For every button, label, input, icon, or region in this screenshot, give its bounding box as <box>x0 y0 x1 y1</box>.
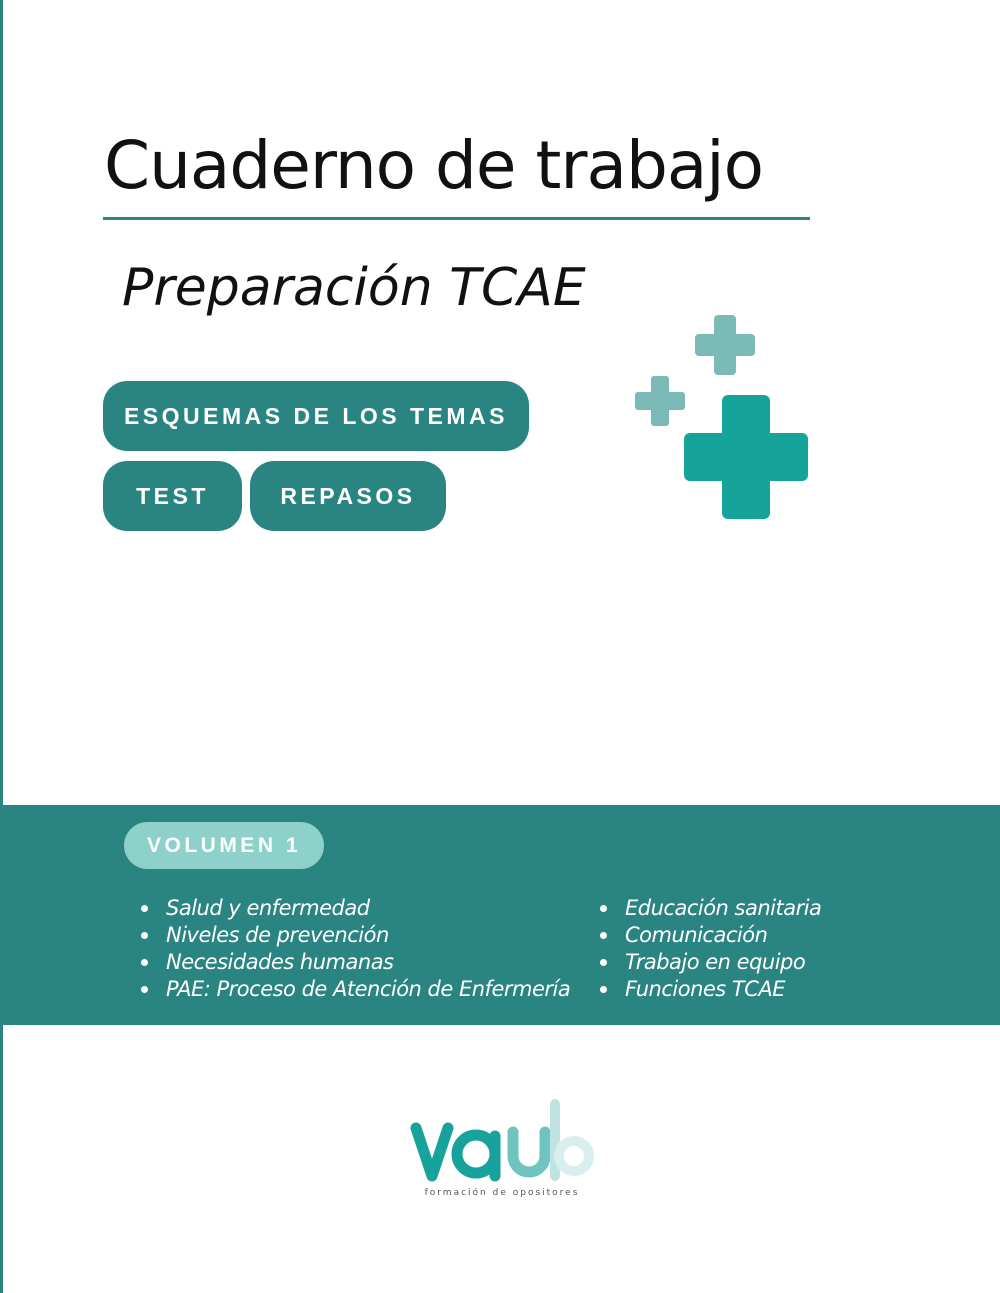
tag-esquemas: ESQUEMAS DE LOS TEMAS <box>103 381 529 451</box>
topic-item: Trabajo en equipo <box>598 949 821 976</box>
tag-repasos: REPASOS <box>250 461 446 531</box>
title-divider <box>103 217 810 220</box>
topic-item: Educación sanitaria <box>598 895 821 922</box>
topics-list-right <box>598 895 821 1003</box>
medical-cross-icon-medium <box>693 313 757 377</box>
left-edge-stripe <box>0 0 3 1293</box>
topic-item: Niveles de prevención <box>139 922 570 949</box>
tag-test: TEST <box>103 461 242 531</box>
topic-item: Comunicación <box>598 922 821 949</box>
vaula-logo <box>410 1098 595 1203</box>
medical-cross-icon-large <box>682 393 810 521</box>
page-subtitle: Preparación TCAE <box>122 258 586 318</box>
volume-label: VOLUMEN 1 <box>124 822 324 869</box>
topics-list-left <box>139 895 570 1003</box>
topic-item: Funciones TCAE <box>598 976 821 1003</box>
topic-item: Necesidades humanas <box>139 949 570 976</box>
page-title: Cuaderno de trabajo <box>104 127 764 204</box>
logo-tagline: formación de opositores <box>424 1188 580 1198</box>
topic-item: Salud y enfermedad <box>139 895 570 922</box>
topic-item: PAE: Proceso de Atención de Enfermería <box>139 976 570 1003</box>
medical-cross-icon-small <box>633 375 687 427</box>
